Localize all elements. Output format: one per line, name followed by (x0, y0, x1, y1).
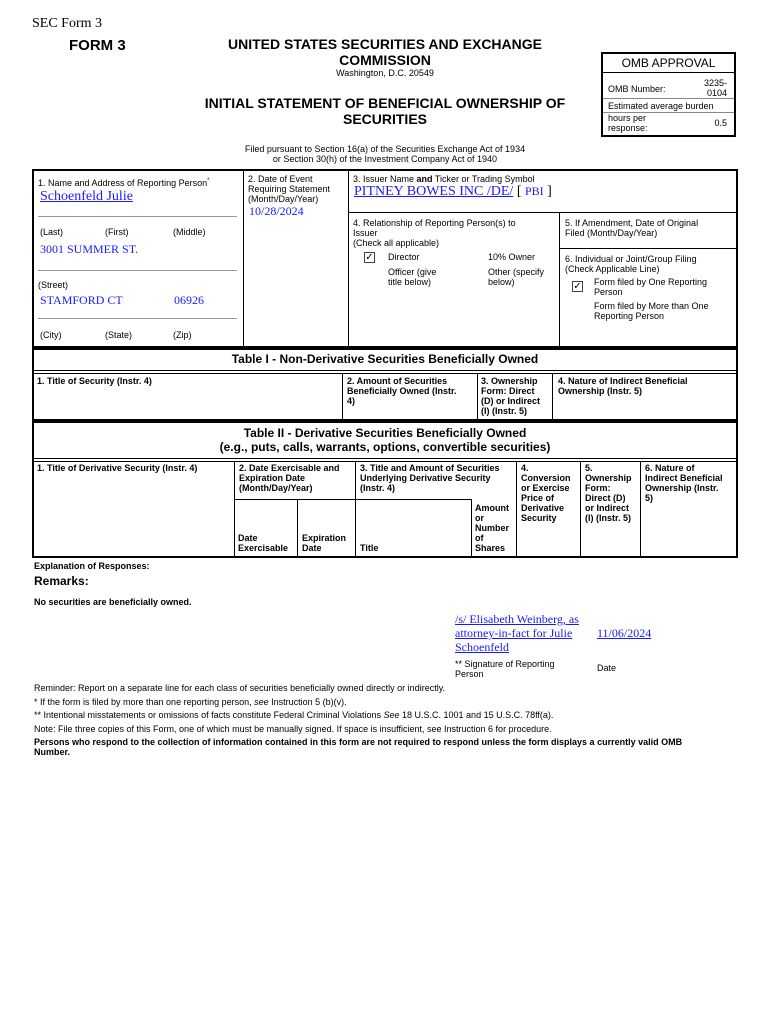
state-label: (State) (105, 330, 133, 340)
sec-form-label: SEC Form 3 (32, 16, 103, 31)
omb-title: OMB APPROVAL (621, 56, 716, 70)
signature-date: 11/06/2024 (597, 626, 652, 640)
remarks-text: No securities are beneficially owned. (34, 597, 192, 607)
table-2-sub-expiration: Expiration Date (302, 533, 347, 553)
zip-label: (Zip) (173, 330, 192, 340)
table-2-col-underlying: 3. Title and Amount of Securities Underlying Derivative Security (Instr. 4) (360, 463, 500, 493)
event-date-value: 10/28/2024 (249, 204, 304, 218)
relationship-label: 4. Relationship of Reporting Person(s) to Issuer (Check all applicable) (353, 218, 516, 248)
street-value: 3001 SUMMER ST. (40, 242, 139, 256)
agency-location: Washington, D.C. 20549 (336, 68, 434, 78)
city-value: STAMFORD CT (40, 293, 123, 307)
one-person-label: Form filed by One Reporting Person (594, 277, 708, 297)
omb-persons-notice: Persons who respond to the collection of information contained in this form are not required to respond unless the form displays a currently valid OMB Number. (34, 737, 683, 757)
table-2-title: Table II - Derivative Securities Beneficially Owned (e.g., puts, calls, warrants, options, convertible securities) (219, 426, 551, 454)
zip-value: 06926 (174, 293, 204, 307)
page-title: INITIAL STATEMENT OF BENEFICIAL OWNERSHIP OF SECURITIES (204, 95, 566, 127)
omb-number-value: 3235- 0104 (703, 78, 727, 98)
omb-burden-value: 0.5 (714, 118, 727, 128)
agency-name: UNITED STATES SECURITIES AND EXCHANGE COMMISSION (228, 36, 542, 68)
table-2-sub-amount: Amount or Number of Shares (475, 503, 510, 553)
middle-label: (Middle) (173, 227, 206, 237)
amendment-label: 5. If Amendment, Date of Original Filed (Month/Day/Year) (565, 218, 699, 238)
director-label: Director (388, 252, 420, 262)
table-2-sub-title: Title (360, 543, 379, 553)
omb-number-label: OMB Number: (608, 84, 666, 94)
ten-percent-owner-label: 10% Owner (488, 252, 536, 262)
date-label: Date (597, 663, 617, 673)
issuer-ticker: PBI (524, 184, 544, 198)
form-number: FORM 3 (69, 37, 126, 54)
note-multiple-persons: * If the form is filed by more than one reporting person, see Instruction 5 (b)(v). (34, 697, 347, 707)
table-1-col-ownership: 3. Ownership Form: Direct (D) or Indirect (I) (Instr. 5) (481, 376, 541, 416)
other-label: Other (specify below) (488, 267, 545, 287)
signature: /s/ Elisabeth Weinberg, as attorney-in-fact for Julie Schoenfeld (455, 612, 579, 654)
omb-hours-label: hours per response: (608, 113, 648, 133)
table-1-col-nature: 4. Nature of Indirect Beneficial Ownership (Instr. 5) (558, 376, 688, 396)
street-label: (Street) (38, 280, 69, 290)
table-2-col-nature: 6. Nature of Indirect Beneficial Ownership (Instr. 5) (645, 463, 723, 503)
filed-pursuant-text: Filed pursuant to Section 16(a) of the Securities Exchange Act of 1934 or Section 30(h) of the Investment Company Act of 1940 (244, 144, 526, 164)
note-misstatements: ** Intentional misstatements or omissions of facts constitute Federal Criminal Violations See 18 U.S.C. 1001 and 15 U.S.C. 78ff(a). (34, 710, 554, 720)
table-1-title: Table I - Non-Derivative Securities Beneficially Owned (231, 352, 539, 366)
remarks-heading: Remarks: (34, 574, 89, 588)
more-persons-label: Form filed by More than One Reporting Person (594, 301, 709, 321)
omb-burden-label: Estimated average burden (608, 101, 714, 111)
table-2-col-ownership: 5. Ownership Form: Direct (D) or Indirect (I) (Instr. 5) (585, 463, 632, 523)
last-label: (Last) (40, 227, 64, 237)
reporting-person-name[interactable]: Schoenfeld Julie (40, 189, 133, 204)
reminder-text: Reminder: Report on a separate line for each class of securities beneficially owned directly or indirectly. (34, 683, 446, 693)
reporting-person-label: 1. Name and Address of Reporting Person* (38, 178, 210, 188)
city-label: (City) (40, 330, 62, 340)
explanation-heading: Explanation of Responses: (34, 561, 150, 571)
event-date-label: 2. Date of Event Requiring Statement (Month/Day/Year) (248, 174, 331, 204)
issuer-name[interactable]: PITNEY BOWES INC /DE/ (354, 184, 514, 199)
omb-approval-box (601, 52, 736, 137)
officer-label: Officer (give title below) (388, 267, 437, 287)
signature-label: ** Signature of Reporting Person (455, 659, 555, 679)
first-label: (First) (105, 227, 129, 237)
issuer-name-line: PITNEY BOWES INC /DE/ [ PBI ] (354, 184, 552, 199)
table-2-col-conversion: 4. Conversion or Exercise Price of Derivative Security (521, 463, 571, 523)
table-1-col-title: 1. Title of Security (Instr. 4) (37, 376, 152, 386)
filing-type-label: 6. Individual or Joint/Group Filing (Check Applicable Line) (565, 254, 697, 274)
table-2-col-title: 1. Title of Derivative Security (Instr. 4) (37, 463, 198, 473)
table-2-col-dates: 2. Date Exercisable and Expiration Date (Month/Day/Year) (239, 463, 340, 493)
one-person-checkbox[interactable]: ✓ (573, 281, 582, 292)
director-checkbox[interactable]: ✓ (365, 252, 374, 263)
issuer-label: 3. Issuer Name and Ticker or Trading Symbol (353, 174, 535, 184)
table-1-col-amount: 2. Amount of Securities Beneficially Owned (Instr. 4) (347, 376, 457, 406)
note-copies: Note: File three copies of this Form, one of which must be manually signed. If space is insufficient, see Instruction 6 for procedure. (34, 724, 552, 734)
table-2-sub-date-exercisable: Date Exercisable (238, 533, 289, 553)
